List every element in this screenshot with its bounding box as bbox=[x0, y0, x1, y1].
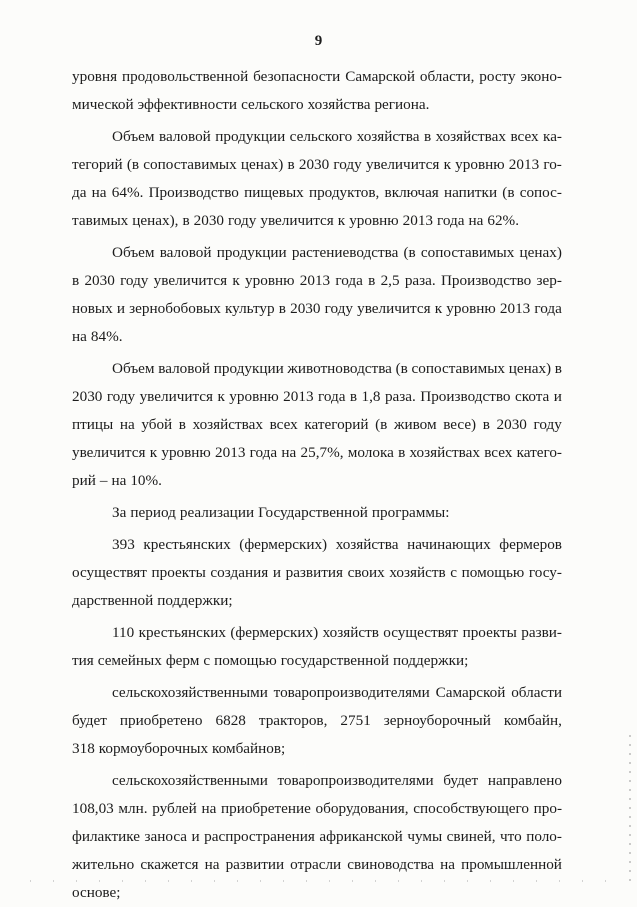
text-line: мической эффективности сельского хозяйства региона. bbox=[72, 96, 430, 113]
text-line: Объем валовой продукции животноводства (в сопоставимых ценах) в bbox=[112, 360, 562, 377]
scan-edge-mark bbox=[629, 735, 631, 885]
text-line: 393 крестьянских (фермерских) хозяйства начинающих фермеров bbox=[112, 536, 562, 553]
text-line: За период реализации Государственной программы: bbox=[112, 504, 450, 521]
text-line: тия семейных ферм с помощью государственной поддержки; bbox=[72, 652, 469, 669]
text-line: жительно скажется на развитии отрасли свиноводства на промышленной bbox=[72, 856, 562, 873]
text-line: рий – на 10%. bbox=[72, 472, 162, 489]
text-line: в 2030 году увеличится к уровню 2013 года в 2,5 раза. Производство зер- bbox=[72, 272, 562, 289]
text-line: Объем валовой продукции растениеводства (в сопоставимых ценах) bbox=[112, 244, 562, 261]
text-line: дарственной поддержки; bbox=[72, 592, 233, 609]
document-body bbox=[72, 63, 562, 907]
text-line: сельскохозяйственными товаропроизводителями будет направлено bbox=[112, 772, 562, 789]
text-line: птицы на убой в хозяйствах всех категорий (в живом весе) в 2030 году bbox=[72, 416, 562, 433]
text-line: тегорий (в сопоставимых ценах) в 2030 году увеличится к уровню 2013 го- bbox=[72, 156, 562, 173]
text-line: 318 кормоуборочных комбайнов; bbox=[72, 740, 286, 757]
text-line: на 84%. bbox=[72, 328, 123, 345]
text-line: филактике заноса и распространения африканской чумы свиней, что поло- bbox=[72, 828, 562, 845]
text-line: 110 крестьянских (фермерских) хозяйств осуществят проекты разви- bbox=[112, 624, 562, 641]
page-number: 9 bbox=[314, 33, 323, 49]
text-line: 2030 году увеличится к уровню 2013 года в 1,8 раза. Производство скота и bbox=[72, 388, 562, 405]
text-line: увеличится к уровню 2013 года на 25,7%, молока в хозяйствах всех катего- bbox=[72, 444, 562, 461]
scan-bottom-specks bbox=[30, 880, 610, 882]
text-line: сельскохозяйственными товаропроизводителями Самарской области bbox=[112, 684, 562, 701]
text-line: новых и зернобобовых культур в 2030 году увеличится к уровню 2013 года bbox=[72, 300, 562, 317]
text-line: будет приобретено 6828 тракторов, 2751 зерноуборочный комбайн, bbox=[72, 712, 562, 729]
text-line: Объем валовой продукции сельского хозяйства в хозяйствах всех ка- bbox=[112, 128, 562, 145]
text-line: осуществят проекты создания и развития своих хозяйств с помощью госу- bbox=[72, 564, 562, 581]
text-line: да на 64%. Производство пищевых продуктов, включая напитки (в сопос- bbox=[72, 184, 562, 201]
text-line: основе; bbox=[72, 884, 121, 901]
text-line: тавимых ценах), в 2030 году увеличится к уровню 2013 года на 62%. bbox=[72, 212, 519, 229]
text-line: 108,03 млн. рублей на приобретение оборудования, способствующего про- bbox=[72, 800, 562, 817]
text-line: уровня продовольственной безопасности Самарской области, росту эконо- bbox=[72, 68, 562, 85]
